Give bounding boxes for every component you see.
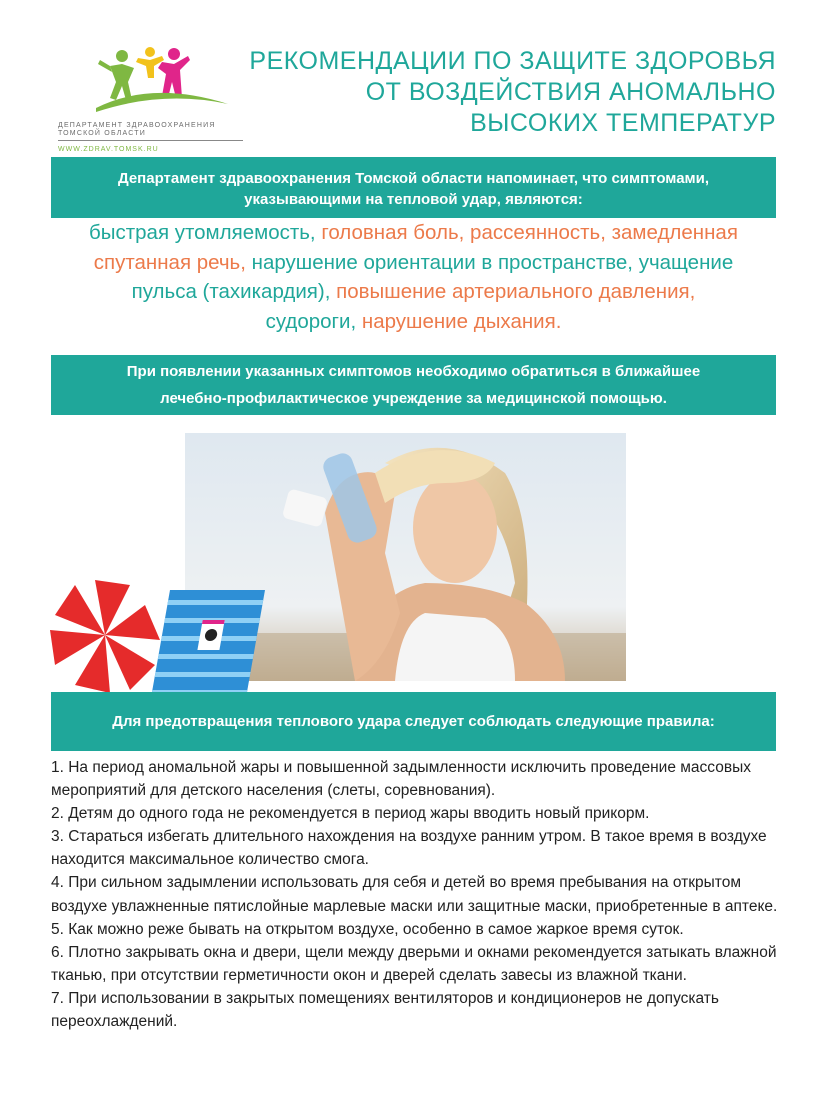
title-line3: ВЫСОКИХ ТЕМПЕРАТУР: [470, 109, 776, 137]
site-url: WWW.ZDRAV.TOMSK.RU: [58, 146, 159, 153]
symptom-tachycardia: пульса (тахикардия),: [131, 280, 331, 303]
title-line1: РЕКОМЕНДАЦИИ ПО ЗАЩИТЕ ЗДОРОВЬЯ: [249, 47, 776, 75]
symptom-seizures: судороги,: [265, 309, 357, 333]
rule-item: 4. При сильном задымлении использовать для себя и детей во время пребывания на открытом воздухе увлажненные пятислойные марлевые маски или защитные маски, приобретенные в аптеке.: [51, 874, 778, 915]
symptom-slowed: замедленная: [611, 221, 738, 244]
intro-line1: Департамент здравоохранения Томской области напоминает, что симптомами,: [117, 170, 710, 187]
symptom-headache: головная боль,: [321, 221, 465, 244]
rules-list: [51, 756, 781, 1033]
people-logo-icon: [92, 42, 232, 117]
intro-banner: [51, 157, 776, 218]
page-title: [236, 46, 776, 139]
rule-item: 3. Стараться избегать длительного нахождения на воздухе ранним утром. В такое время в воздухе находится максимальное количество смога.: [51, 828, 767, 869]
symptom-blood-pressure: повышение артериального давления,: [336, 280, 696, 303]
intro-line2: указывающими на тепловой удар, являются:: [244, 191, 583, 208]
rule-item: 1. На период аномальной жары и повышенной задымленности исключить проведение массовых мероприятий для детского населения (слеты, соревнования).: [51, 759, 751, 800]
department-logo: [52, 42, 252, 162]
department-name: [58, 122, 258, 138]
advice-line2: лечебно-профилактическое учреждение за медицинской помощью.: [160, 390, 667, 407]
rule-item: 7. При использовании в закрытых помещениях вентиляторов и кондиционеров не допускать переохлаждений.: [51, 989, 719, 1031]
beach-umbrella-icon: [50, 570, 270, 710]
department-name-line2: ТОМСКОЙ ОБЛАСТИ: [58, 130, 146, 137]
symptoms-list: [51, 218, 776, 336]
rule-item: 5. Как можно реже бывать на открытом воздухе, особенно в самое жаркое время суток.: [51, 920, 684, 938]
symptom-speech: спутанная речь,: [93, 250, 246, 274]
symptom-distraction: рассеянность,: [470, 221, 606, 244]
symptom-breathing: нарушение дыхания.: [361, 309, 562, 333]
rule-item: 6. Плотно закрывать окна и двери, щели между дверьми и окнами рекомендуется затыкать влажной тканью, при отсутствии герметичности окон и дверей сделать завесы из влажной ткани.: [51, 943, 777, 984]
symptom-fatigue: быстрая утомляемость,: [89, 221, 316, 244]
advice-line1: При появлении указанных симптомов необходимо обратиться в ближайшее: [126, 363, 701, 380]
department-name-line1: ДЕПАРТАМЕНТ ЗДРАВООХРАНЕНИЯ: [58, 122, 216, 129]
symptom-disorientation: нарушение ориентации в пространстве, учащение: [251, 250, 734, 274]
rules-banner: Для предотвращения теплового удара следует соблюдать следующие правила:: [51, 692, 776, 751]
advice-banner: [51, 355, 776, 415]
rule-item: 2. Детям до одного года не рекомендуется в период жары вводить новый прикорм.: [51, 805, 650, 823]
logo-divider: [58, 140, 243, 141]
title-line2: ОТ ВОЗДЕЙСТВИЯ АНОМАЛЬНО: [365, 78, 776, 106]
